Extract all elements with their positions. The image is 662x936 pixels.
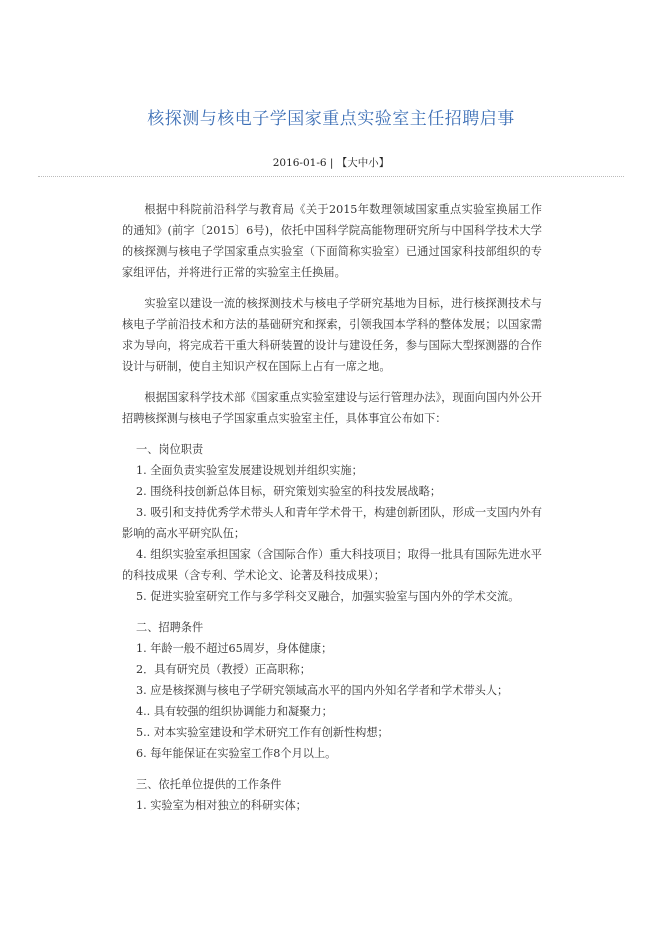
header-divider [38,176,624,177]
publish-date: 2016-01-6 [272,157,327,169]
list-item: 5.. 对本实验室建设和学术研究工作有创新性构想； [136,726,389,739]
meta-separator: | [326,157,337,169]
mission-paragraph: 实验室以建设一流的核探测技术与核电子学研究基地为目标，进行核探测技术与核电子学前沿技术和方法的基础研究和探索，引领我国本学科的整体发展；以国家需求为导向，将完成若干重大科研装置的设计与建设任务，参与国际大型探测器的合作设计与研制，使自主知识产权在国际上占有一席之地。 [122,297,542,373]
section-heading-requirements: 二、招聘条件 [136,621,204,634]
list-item: 1. 年龄一般不超过65周岁，身体健康； [136,642,333,655]
font-size-options[interactable]: 【大中小】 [336,157,390,169]
article-meta [0,155,662,170]
intro-paragraph: 根据中科院前沿科学与教育局《关于2015年数理领域国家重点实验室换届工作的通知》(前字〔2015〕6号)，依托中国科学院高能物理研究所与中国科学技术大学的核探测与核电子学国家重点实验室（下面简称实验室）已通过国家科技部组织的专家组评估，并将进行正常的实验室主任换届。 [122,203,542,279]
list-item: 4.. 具有较强的组织协调能力和凝聚力； [136,705,333,718]
section-heading-conditions: 三、依托单位提供的工作条件 [136,778,282,791]
list-item: 3. 应是核探测与核电子学研究领域高水平的国内外知名学者和学术带头人； [136,684,509,697]
announcement-paragraph: 根据国家科学技术部《国家重点实验室建设与运行管理办法》，现面向国内外公开招聘核探测与核电子学国家重点实验室主任，具体事宜公布如下： [122,391,542,425]
article-body [122,199,542,816]
article-title: 核探测与核电子学国家重点实验室主任招聘启事 [147,109,515,129]
list-item: 3. 吸引和支持优秀学术带头人和青年学术骨干，构建创新团队，形成一支国内外有影响的高水平研究队伍； [122,506,542,540]
list-item: 2. 围绕科技创新总体目标，研究策划实验室的科技发展战略； [136,485,442,498]
list-item: 4. 组织实验室承担国家（含国际合作）重大科技项目；取得一批具有国际先进水平的科技成果（含专利、学术论文、论著及科技成果）； [122,548,542,582]
list-item: 5. 促进实验室研究工作与多学科交叉融合，加强实验室与国内外的学术交流。 [136,590,520,603]
list-item: 2．具有研究员（教授）正高职称； [136,663,311,676]
list-item: 6. 每年能保证在实验室工作8个月以上。 [136,747,337,760]
list-item: 1. 实验室为相对独立的科研实体； [136,799,307,812]
section-heading-duties: 一、岗位职责 [136,443,204,456]
list-item: 1. 全面负责实验室发展建设规划并组织实施； [136,464,363,477]
